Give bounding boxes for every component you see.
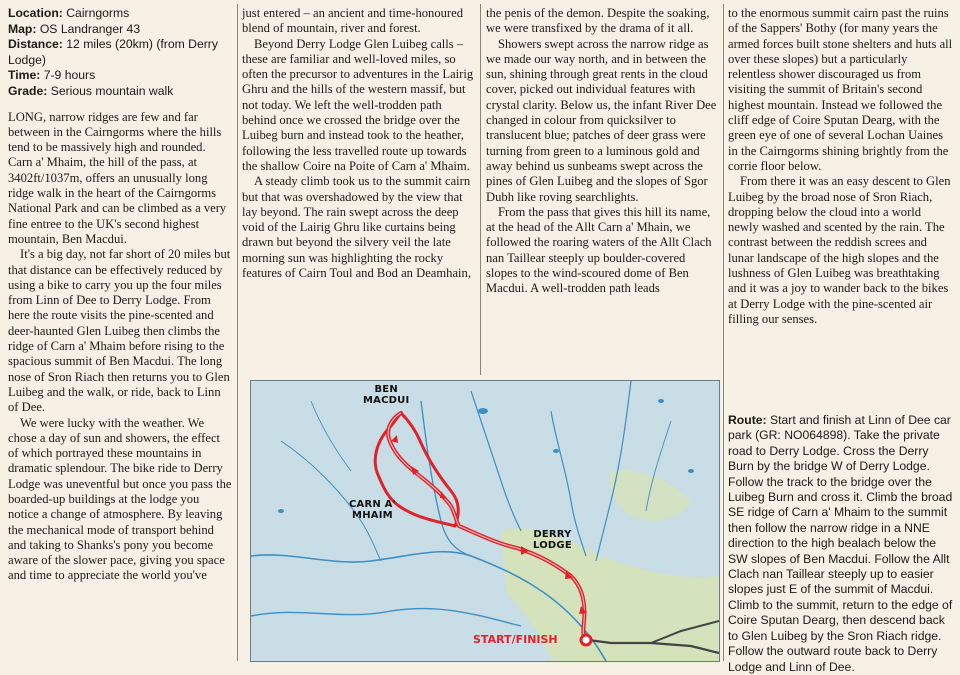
map-label-start-finish: START/FINISH [473, 633, 558, 646]
start-finish-marker [581, 635, 591, 645]
walk-facts [8, 6, 232, 100]
river [311, 401, 351, 471]
forest-area [610, 470, 691, 521]
river [421, 401, 471, 556]
map-label-carn-a-mhaim: CARN A' MHAIM [349, 499, 396, 521]
map-label-derry-lodge: DERRY LODGE [533, 529, 572, 551]
article-paragraph: Showers swept across the narrow ridge as we made our way north, and in between the sun, shining through great rents in the cloud cover, picked out individual features with crystal clarity. Below us, the infant River Dee changed in colour from quicksilver to translucent blue; patches of deer grass were turning from green to a luminous gold and away behind us sunbeams swept across the pines of Glen Luibeg and the slopes of Sgor Dubh like roving searchlights. [486, 36, 717, 204]
lochan [553, 449, 559, 453]
route-arrow [440, 491, 447, 499]
article-paragraph: just entered – an ancient and time-honoured blend of mountain, river and forest. [242, 6, 464, 36]
fact-grade: Grade: Serious mountain walk [8, 83, 174, 98]
article-paragraph: A steady climb took us to the summit cairn but that was overshadowed by the view that lay beyond. The rain swept across the deep void of the Lairig Ghru like curtains being drawn but beyond the silvery veil the late morning sun was highlighting the rocky features of Cairn Toul and Bod an Deamhain, [242, 174, 472, 281]
route-box: Route: Start and finish at Linn of Dee car park (GR: NO064898). Take the private road to Derry Lodge. Cross the Derry Burn by the bridge W of Derry Lodge. Follow the track to the bridge over the Luibeg Burn and cross it. Climb the broad SE ridge of Carn a' Mhaim to the summit then follow the narrow ridge in a NNE direction to the high bealach below the SW slopes of Ben Macdui. Follow the Allt Clach nan Taillear steeply up to easier slopes just E of the summit of Macdui. Climb to the summit, return to the edge of Coire Sputan Dearg, then descend back to Glen Luibeg by the Sron Riach ridge. Follow the outward route back to Derry Lodge and Linn of Dee. [728, 413, 953, 674]
lochan [658, 399, 664, 403]
article-paragraph: From there it was an easy descent to Glen Luibeg by the broad nose of Sron Riach, dropping below the cloud into a world newly washed and scented by the rain. The contrast between the reddish screes and lunar landscape of the high slopes and the lushness of Glen Luibeg was breathtaking and it was a joy to wander back to the bikes at Derry Lodge with the pine-scented air filling our senses. [728, 174, 951, 326]
map-label-ben-macdui: BEN MACDUI [363, 384, 410, 406]
lochan [478, 408, 488, 414]
river [251, 609, 521, 626]
article-paragraph: Beyond Derry Lodge Glen Luibeg calls – these are familiar and well-loved miles, so often the precursor to adventures in the Lairig Ghru and the hills of the western massif, but not today. We left the well-trodden path behind once we crossed the bridge over the Luibeg burn and instead took to the heather, following the less travelled route up towards the shallow Coire na Poite of Carn a' Mhaim. [242, 36, 474, 173]
fact-location: Location: Cairngorms [8, 6, 130, 20]
fact-distance: Distance: 12 miles (20km) (from Derry Lodge) [8, 37, 218, 67]
article-column-1 [8, 6, 232, 584]
fact-time: Time: 7-9 hours [8, 68, 96, 83]
column-divider [723, 4, 724, 661]
column-divider [237, 4, 238, 661]
route-map [250, 380, 720, 662]
fact-map: Map: OS Landranger 43 [8, 21, 141, 36]
article-column-3 [486, 6, 718, 297]
article-paragraph: to the enormous summit cairn past the ruins of the Sappers' Bothy (for many years the armed forces built stone shelters and huts all over these slopes) but a particularly relentless shower discouraged us from visiting the summit of Britain's second highest mountain. Instead we followed the cliff edge of Coire Sputan Dearg, with the green eye of one of several Lochan Uaines in the Cairngorms shining brightly from the corrie floor below. [728, 6, 953, 173]
article-paragraph: From the pass that gives this hill its name, at the head of the Allt Carn a' Mhain, we followed the roaring waters of the Allt Clach nan Taillear steeply up boulder-covered slopes to the wind-scoured dome of Ben Macdui. A well-trodden path leads [486, 204, 712, 296]
map-graphic [251, 381, 719, 661]
lochan [688, 469, 694, 473]
column-divider [480, 4, 481, 375]
article-paragraph: LONG, narrow ridges are few and far between in the Cairngorms where the hills tend to be massively high and rounded. Carn a' Mhaim, the hill of the pass, at 3402ft/1037m, offers an unusually long ridge walk in the heart of the Cairngorms National Park and can be climbed as a very fine entree to the UK's second highest mountain, Ben Macdui. [8, 109, 227, 246]
article-paragraph: We were lucky with the weather. We chose a day of sun and showers, the effect of which portrayed these mountains in dramatic splendour. The bike ride to Derry Lodge was uneventful but once you pass the boarded-up buildings at the lodge you notice a change of atmosphere. By leaving the mechanical mode of transport behind and taking to Shanks's pony you become aware of the slower pace, giving you space and time to appreciate the world you've [8, 415, 232, 583]
article-paragraph: the penis of the demon. Despite the soaking, we were transfixed by the drama of it all. [486, 6, 710, 36]
article-paragraph: It's a big day, not far short of 20 miles but that distance can be effectively reduced by using a bike to carry you up the four miles from Linn of Dee to Derry Lodge. From here the route visits the pine-scented and deer-haunted Glen Luibeg then climbs the ridge of Carn a' Mhaim before rising to the spacious summit of Ben Macdui. The long nose of Sron Riach then returns you to Glen Luibeg and the walk, or ride, back to Linn of Dee. [8, 247, 231, 415]
article-column-4 [728, 6, 954, 327]
article-column-2 [242, 6, 474, 281]
lochan [278, 509, 284, 513]
